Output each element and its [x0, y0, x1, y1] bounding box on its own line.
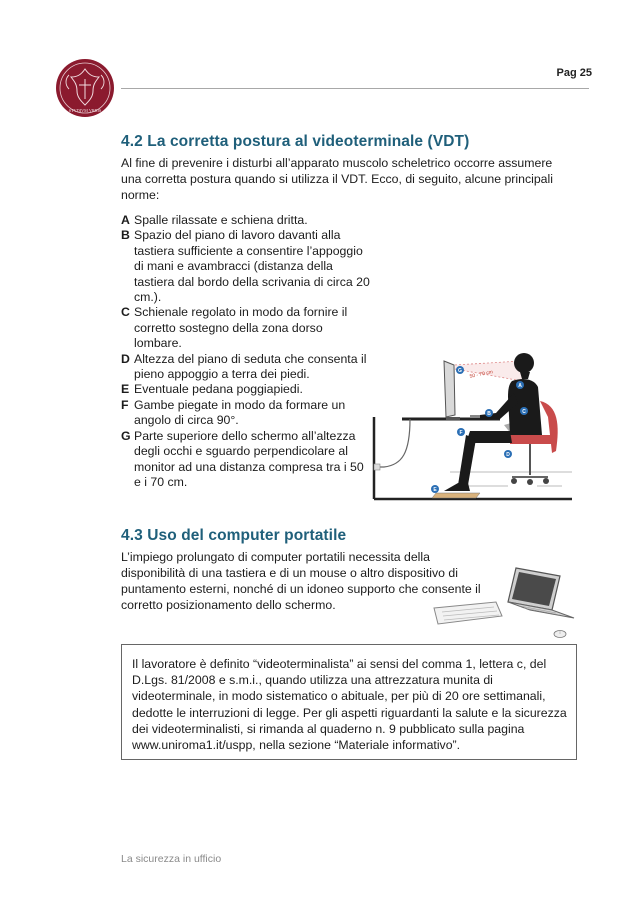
norm-letter: G	[121, 428, 131, 443]
norm-text: Eventuale pedana poggiapiedi.	[134, 382, 303, 397]
norm-letter: A	[121, 213, 130, 227]
norm-text: Altezza del piano di seduta che consenta il pieno appoggio a terra dei piedi.	[134, 351, 367, 382]
section-4-3-title: 4.3 Uso del computer portatile	[121, 527, 347, 544]
marker-f: F	[459, 430, 463, 436]
norm-item	[121, 213, 371, 228]
norm-item	[121, 305, 371, 351]
page-number: Pag 25	[556, 67, 592, 79]
norm-item	[121, 382, 371, 397]
info-box-text: Il lavoratore è definito “videoterminalista” ai sensi del comma 1, lettera c, del D.Lgs. 81/2008 e s.m.i., quando utilizza una attrezzatura munita di videoterminale, in modo sistematico o abituale, per più di 20 ore settimanali, dedotte le interruzioni di legge. Per gli aspetti riguardanti la salute e la sicurezza dei videoterminalisti, si rimanda al quaderno n. 9 pubblicato sulla pagina www.uniroma1.it/uspp, nella sezione “Materiale informativo”.	[132, 657, 567, 753]
marker-g: G	[458, 368, 462, 374]
posture-norms-list	[121, 213, 371, 490]
norm-item	[121, 398, 371, 429]
marker-d: D	[506, 452, 510, 458]
norm-text: Schienale regolato in modo da fornire il corretto sostegno della zona dorso lombare.	[134, 305, 348, 351]
section-4-2-title: 4.2 La corretta postura al videoterminale (VDT)	[121, 133, 470, 150]
norm-text: Gambe piegate in modo da formare un angolo di circa 90°.	[134, 397, 346, 428]
section-4-3-text: L’impiego prolungato di computer portatili necessita della disponibilità di una tastiera e di un mouse o altro dispositivo di puntamento esterni, nonché di un idoneo supporto che consente il corretto posizionamento dello schermo.	[121, 550, 481, 612]
distance-label: 50 - 70 cm	[469, 369, 494, 380]
info-box	[121, 644, 577, 760]
footer-text: La sicurezza in ufficio	[121, 853, 222, 865]
norm-text: Spalle rilassate e schiena dritta.	[134, 213, 308, 227]
norm-letter: B	[121, 228, 130, 243]
laptop-keyboard-mouse-illustration	[428, 562, 578, 642]
norm-item	[121, 352, 371, 383]
norm-item	[121, 228, 371, 305]
norm-item	[121, 429, 371, 491]
norm-letter: E	[121, 382, 130, 397]
marker-b: B	[487, 411, 491, 417]
norm-letter: D	[121, 351, 130, 366]
norm-letter: F	[121, 397, 129, 412]
marker-a: A	[518, 383, 522, 389]
marker-c: C	[522, 409, 526, 415]
section-4-2-intro: Al fine di prevenire i disturbi all’apparato muscolo scheletrico occorre assumere una corretta postura quando si utilizza il VDT. Ecco, di seguito, alcune principali norme:	[121, 156, 553, 202]
norm-text: Parte superiore dello schermo all’altezza degli occhi e sguardo perpendicolare al monitor ad una distanza compresa tra i 50 e i 70 cm.	[134, 428, 364, 489]
marker-e: E	[433, 487, 437, 493]
norm-text: Spazio del piano di lavoro davanti alla tastiera sufficiente a consentire l’appoggio di mani e avambracci (distanza della tastiera dal bordo della scrivania di circa 20 cm.).	[134, 228, 370, 305]
norm-letter: C	[121, 305, 130, 320]
logo-text: STVDIVM VRBIS	[68, 108, 102, 113]
header-divider	[121, 88, 589, 89]
workstation-posture-illustration	[362, 335, 582, 507]
university-seal-logo	[55, 55, 115, 121]
